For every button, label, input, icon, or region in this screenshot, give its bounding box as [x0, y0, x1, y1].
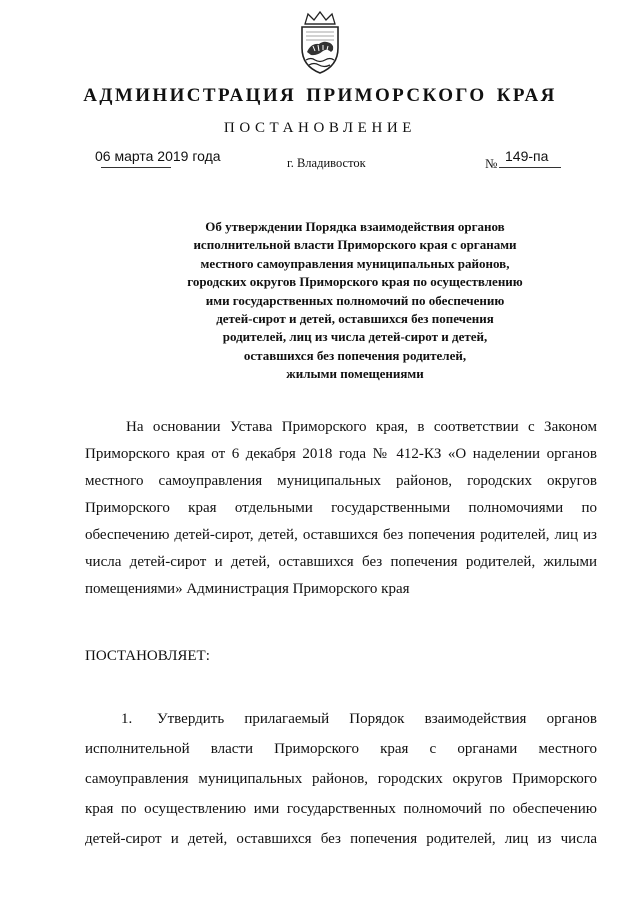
preamble-line: помещениями» Администрация Приморского края	[85, 581, 410, 597]
number-sign: №	[485, 156, 498, 171]
date-underline	[101, 167, 171, 168]
title-line: городских округов Приморского края по осуществлению	[187, 274, 523, 290]
decree-word: ПОСТАНОВЛЯЕТ:	[85, 648, 210, 664]
document-number: 149-па	[505, 148, 549, 164]
item-line	[85, 704, 597, 734]
title-line: ими государственных полномочий по обеспечению	[205, 292, 505, 308]
item-number: 1.	[121, 711, 133, 727]
preamble-line: Приморского края от 6 декабря 2018 года № 412-КЗ «О наделении органов	[85, 446, 597, 462]
item-line: детей-сирот и детей, оставшихся без попечения родителей, лиц из числа	[85, 831, 597, 847]
item-line: исполнительной власти Приморского края с органами местного	[85, 741, 597, 757]
document-type: ПОСТАНОВЛЕНИЕ	[223, 120, 417, 136]
title-line: оставшихся без попечения родителей,	[243, 347, 467, 363]
preamble-line: На основании Устава Приморского края, в соответствии с Законом	[126, 419, 597, 435]
item-1-paragraph	[85, 704, 597, 854]
item-line: самоуправления муниципальных районов, городских округов Приморского	[85, 771, 597, 787]
preamble-line: местного самоуправления муниципальных районов, городских округов	[85, 473, 597, 489]
document-city: г. Владивосток	[287, 156, 366, 170]
title-line: детей-сирот и детей, оставшихся без попечения	[216, 311, 494, 327]
title-line: жилыми помещениями	[286, 366, 424, 382]
preamble-paragraph	[85, 414, 597, 603]
coat-of-arms-emblem	[293, 10, 347, 76]
number-underline	[499, 167, 561, 168]
preamble-line: обеспечению детей-сирот, детей, оставшихся без попечения родителей, лиц из	[85, 527, 597, 543]
preamble-line: числа детей-сирот и детей, оставшихся без попечения родителей, жилыми	[85, 554, 597, 570]
document-title	[140, 218, 570, 384]
title-line: Об утверждении Порядка взаимодействия органов	[205, 219, 505, 234]
item-line: края по осуществлению ими государственных полномочий по обеспечению	[85, 801, 597, 817]
preamble-line: Приморского края отдельными государственными полномочиями по	[85, 500, 597, 516]
title-line: родителей, лиц из числа детей-сирот и детей,	[222, 329, 488, 345]
item-line-text: Утвердить прилагаемый Порядок взаимодействия органов	[157, 711, 597, 727]
agency-title: АДМИНИСТРАЦИЯ ПРИМОРСКОГО КРАЯ	[83, 85, 557, 106]
title-line: исполнительной власти Приморского края с органами	[193, 237, 517, 253]
title-line: местного самоуправления муниципальных районов,	[200, 255, 510, 271]
document-date: 06 марта 2019 года	[95, 148, 221, 164]
